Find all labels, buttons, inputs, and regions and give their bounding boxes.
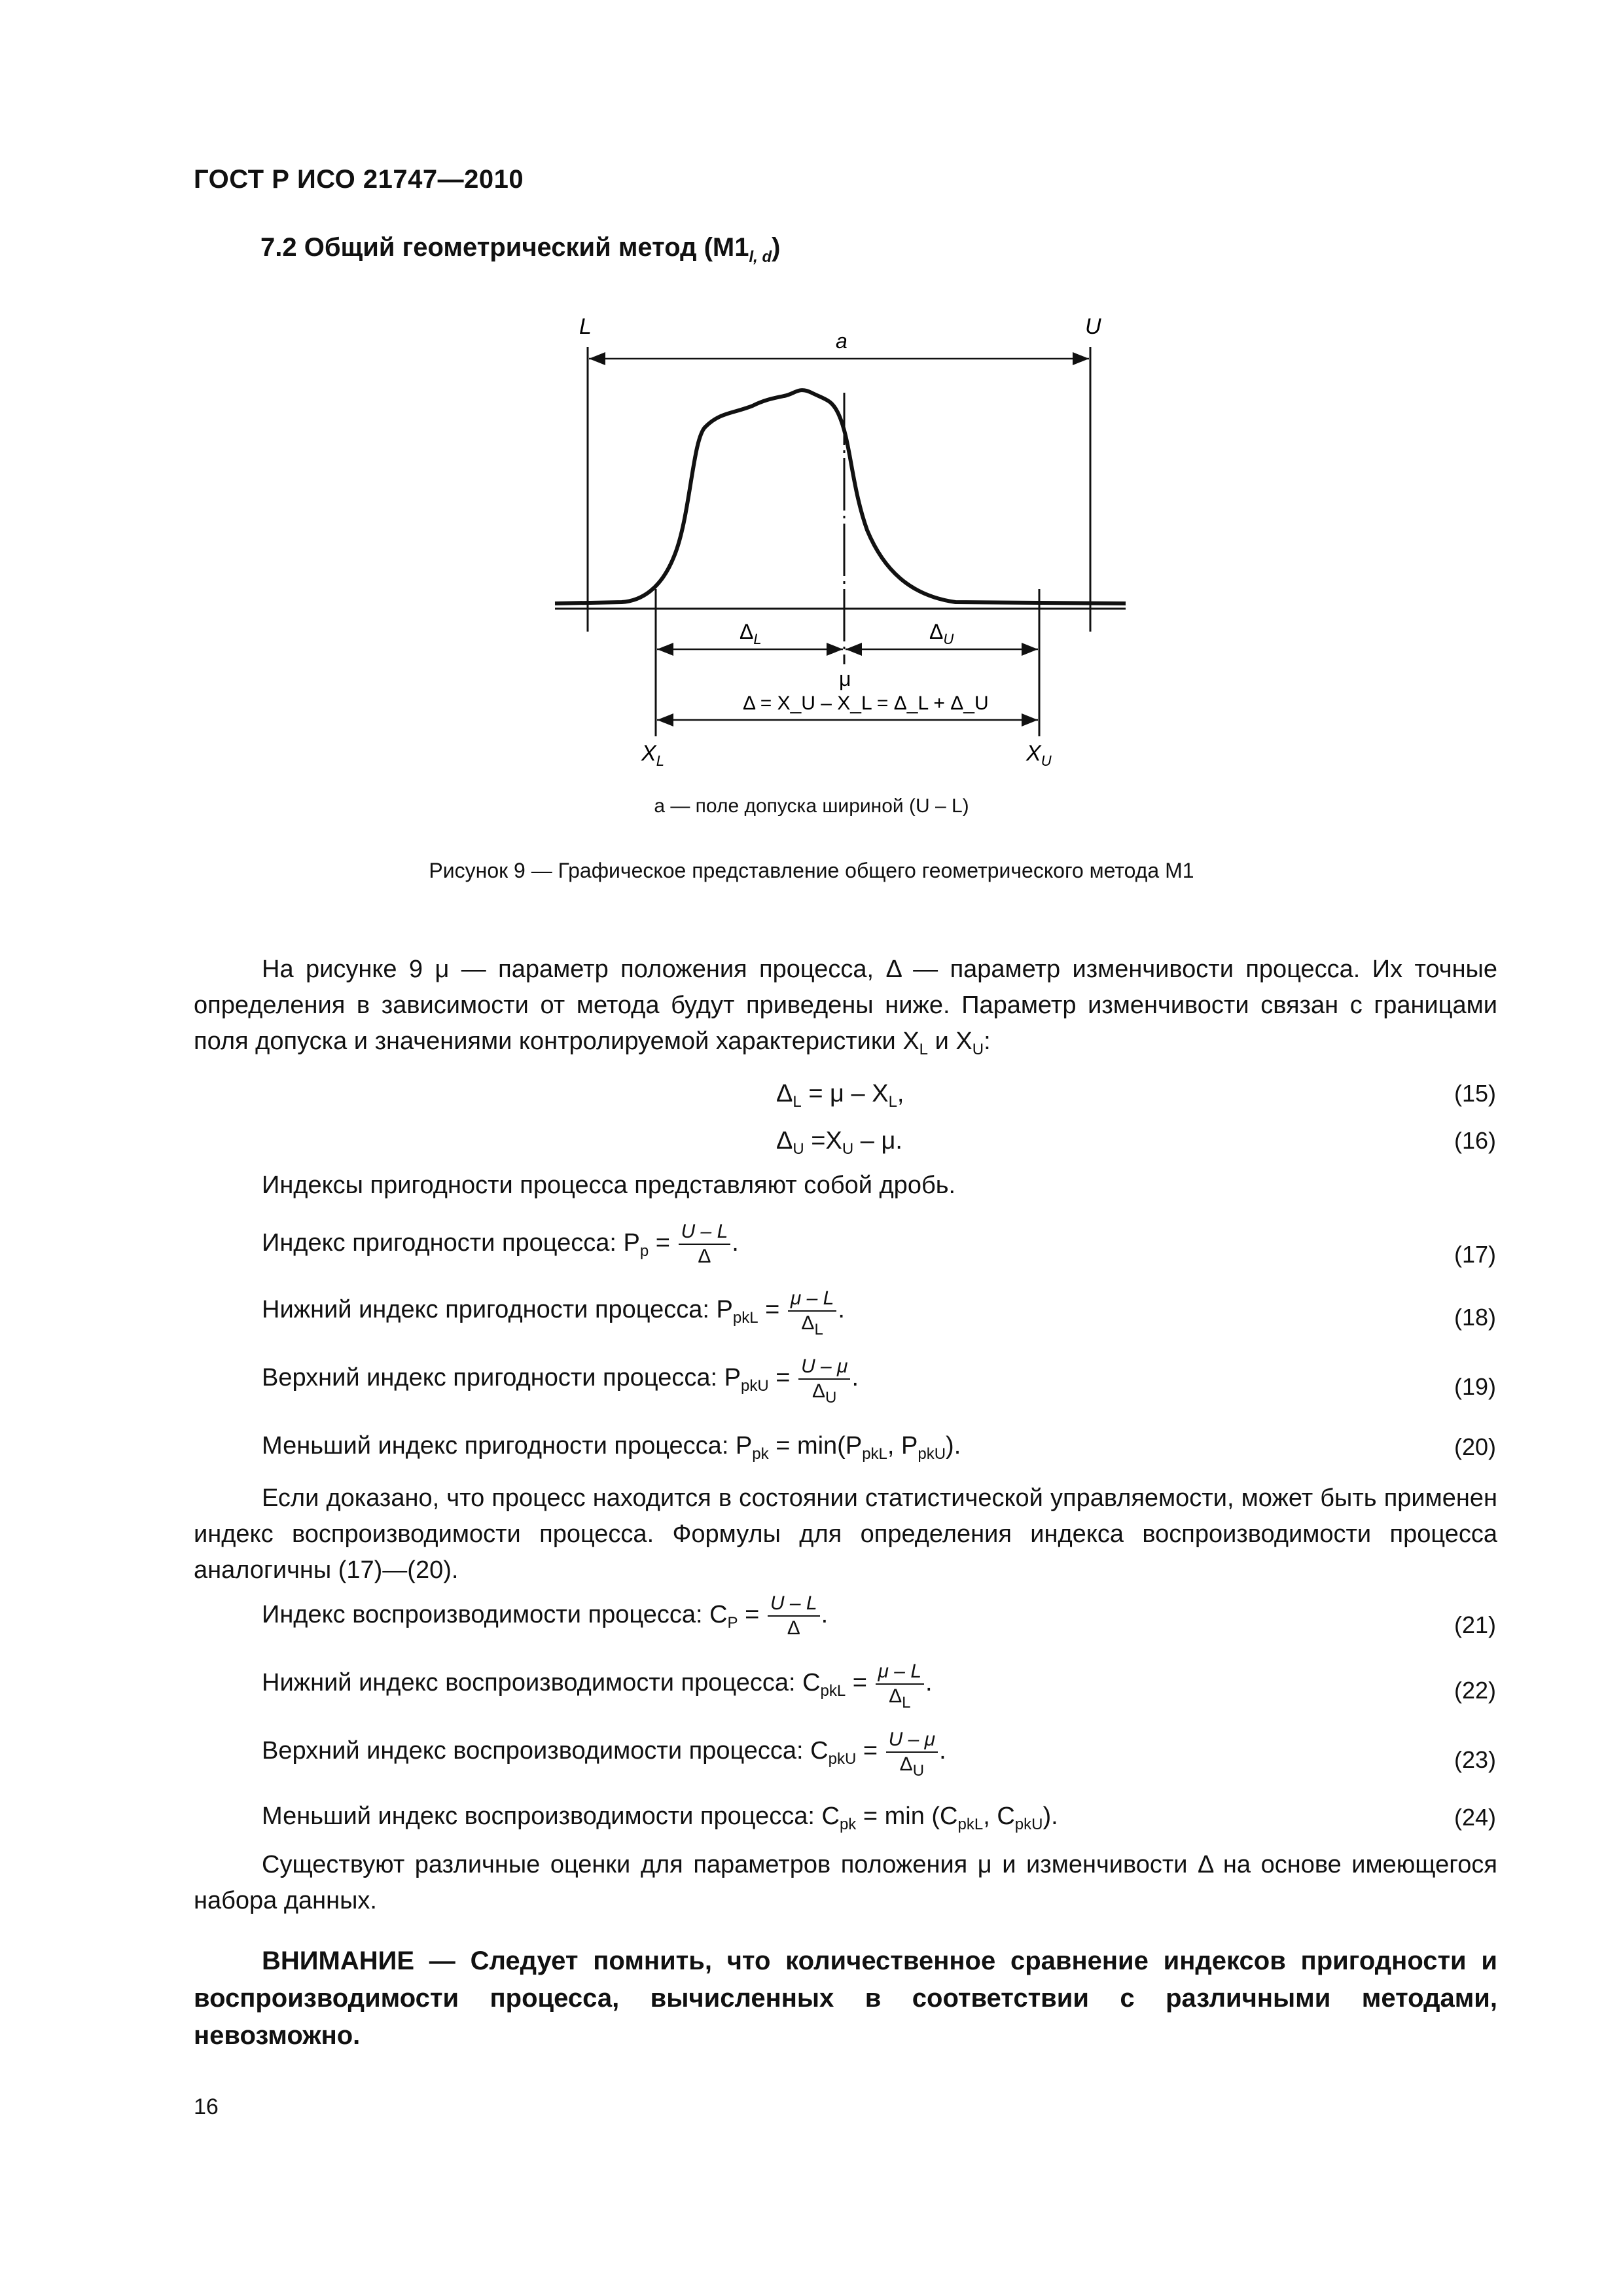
equation-23-number: (23) [1454,1746,1496,1773]
figure-9-diagram [543,308,1158,792]
equation-15: $\Delta_L = \mu - X_L$, [776,1080,904,1111]
equation-24: Меньший индекс воспроизводимости процесса: $C_{pk} = \min (C_{pkL}$, $C_{pkU}$). [262,1803,1058,1833]
warning-note: ВНИМАНИЕ — Следует помнить, что количественное сравнение индексов пригодности и воспроизводимости процесса, вычисленных в соответствии с различными методами, невозможно. [194,1946,1497,2050]
label-U: U [1085,314,1101,339]
paragraph-intro: На рисунке 9 μ — параметр положения процесса, Δ — параметр изменчивости процесса. Их точные определения в зависимости от метода будут приведены ниже. Параметр изменчивости связан с границами поля допуска и значениями контролируемой характеристики $X_L$ и $X_U$: [194,956,1497,1058]
label-delta-formula: Δ = X_U – X_L = Δ_L + Δ_U [743,692,989,714]
equation-20: Меньший индекс пригодности процесса: $P_{pk} = \min(P_{pkL}$, $P_{pkU}$). [262,1432,961,1463]
page-number: 16 [194,2094,219,2119]
equation-15-number: (15) [1454,1080,1496,1107]
equation-19-number: (19) [1454,1373,1496,1400]
distribution-curve [555,390,1126,603]
label-a: a [836,329,847,353]
equation-18-number: (18) [1454,1304,1496,1331]
equation-23: Верхний индекс воспроизводимости процесса: $C_{pkU}$ = $\frac{U - \mu}{\Delta_U}$ . [262,1729,946,1780]
equation-16: $\Delta_U =X_U - \mu$. [776,1127,902,1158]
label-L: L [579,314,592,339]
equation-20-number: (20) [1454,1433,1496,1460]
equation-17-number: (17) [1454,1241,1496,1268]
equation-22-number: (22) [1454,1677,1496,1704]
label-delta-u: $\Delta_U$ [929,620,954,647]
label-xu: $X_U$ [1026,741,1052,769]
paragraph-fraction: Индексы пригодности процесса представляют собой дробь. [262,1172,956,1199]
equation-21-number: (21) [1454,1611,1496,1638]
paragraph-estimates: Существуют различные оценки для параметров положения μ и изменчивости Δ на основе имеющегося набора данных. [194,1851,1497,1914]
equation-24-number: (24) [1454,1804,1496,1831]
document-header: ГОСТ Р ИСО 21747—2010 [194,165,524,194]
label-xl: $X_L$ [641,741,664,769]
label-mu: μ [839,667,851,691]
figure-caption: Рисунок 9 — Графическое представление общего геометрического метода М1 [429,859,1194,882]
equation-16-number: (16) [1454,1127,1496,1154]
equation-22: Нижний индекс воспроизводимости процесса: $C_{pkL}$ = $\frac{\mu - L}{\Delta_L}$ . [262,1660,933,1712]
section-title: 7.2 Общий геометрический метод $(М1_{l, d})$ [260,233,781,266]
equation-21: Индекс воспроизводимости процесса: $C_P$ = $\frac{U - L}{\Delta}$ . [262,1592,829,1639]
paragraph-reproducibility: Если доказано, что процесс находится в состоянии статистической управляемости, может быть применен индекс воспроизводимости процесса. Формулы для определения индекса воспроизводимости процесса аналогичны (17)—(20). [194,1484,1497,1584]
equation-18: Нижний индекс пригодности процесса: $P_{pkL}$ = $\frac{\mu - L}{\Delta_L}$ . [262,1287,845,1338]
figure-legend: a — поле допуска шириной (U – L) [654,795,969,817]
equation-19: Верхний индекс пригодности процесса: $P_{pkU}$ = $\frac{U - \mu}{\Delta_U}$ . [262,1355,859,1407]
equation-17: Индекс пригодности процесса: $P_p$ = $\frac{U - L}{\Delta}$ . [262,1221,739,1267]
label-delta-l: $\Delta_L$ [740,620,762,647]
